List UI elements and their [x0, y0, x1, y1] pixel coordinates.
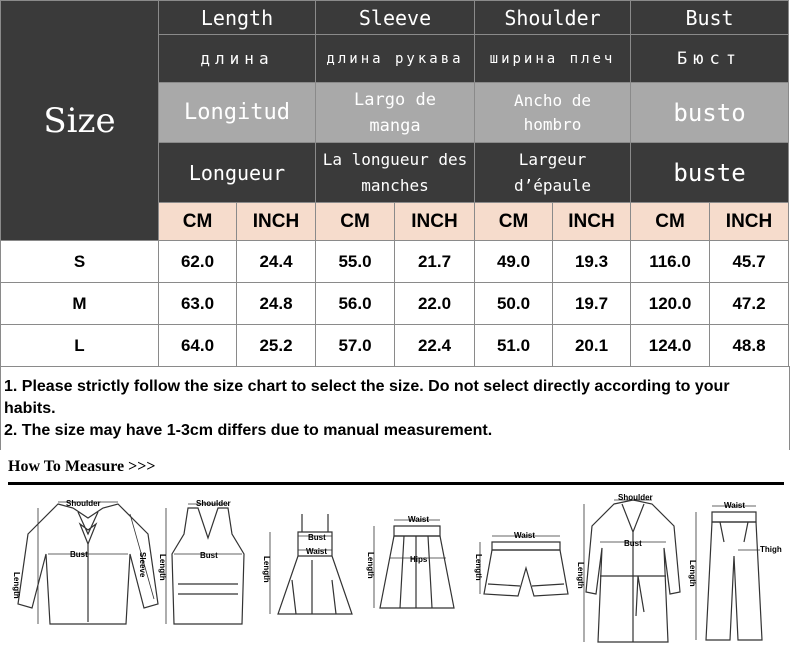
header-bust-ru: Бюст: [631, 35, 789, 83]
value-cell: 116.0: [631, 241, 710, 283]
figure-label: Hips: [410, 555, 428, 564]
header-length-ru: длина: [159, 35, 316, 83]
value-cell: 48.8: [710, 325, 789, 367]
figure-label: Waist: [724, 501, 746, 510]
size-cell: M: [1, 283, 159, 325]
figure-label: Waist: [306, 547, 328, 556]
value-cell: 64.0: [159, 325, 237, 367]
figure-label: Bust: [308, 533, 326, 542]
value-cell: 25.2: [237, 325, 316, 367]
figure-label: Waist: [408, 515, 430, 524]
figure-label: Sleeve: [138, 552, 147, 578]
value-cell: 57.0: [316, 325, 395, 367]
note-line: 1. Please strictly follow the size chart to select the size. Do not select directly according to your habits.: [4, 378, 730, 417]
header-bust-fr: buste: [631, 143, 789, 203]
header-sleeve-fr: La longueur des manches: [316, 143, 475, 203]
unit-header: CM: [316, 203, 395, 241]
coat-sketch-icon: [578, 492, 688, 648]
value-cell: 20.1: [553, 325, 631, 367]
header-length-es: Longitud: [159, 83, 316, 143]
unit-header: INCH: [710, 203, 789, 241]
figure-label: Length: [262, 556, 271, 583]
header-sleeve-en: Sleeve: [316, 1, 475, 35]
figure-label: Bust: [70, 550, 88, 559]
unit-header: INCH: [553, 203, 631, 241]
value-cell: 55.0: [316, 241, 395, 283]
figure-label: Length: [688, 560, 697, 587]
unit-header: CM: [475, 203, 553, 241]
value-cell: 62.0: [159, 241, 237, 283]
unit-header: INCH: [395, 203, 475, 241]
figure-label: Shoulder: [196, 499, 231, 508]
tank-top-sketch-icon: [158, 494, 258, 634]
figure-label: Length: [158, 554, 167, 581]
header-shoulder-fr: Largeur d’épaule: [475, 143, 631, 203]
size-cell: S: [1, 241, 159, 283]
value-cell: 124.0: [631, 325, 710, 367]
value-cell: 19.7: [553, 283, 631, 325]
table-row: [1, 325, 789, 367]
figure-label: Length: [474, 554, 483, 581]
size-header: Size: [1, 1, 159, 241]
table-row: [1, 241, 789, 283]
value-cell: 21.7: [395, 241, 475, 283]
blouse-sketch-icon: [8, 494, 168, 644]
value-cell: 19.3: [553, 241, 631, 283]
value-cell: 22.0: [395, 283, 475, 325]
unit-header: CM: [159, 203, 237, 241]
value-cell: 24.4: [237, 241, 316, 283]
figure-label: Bust: [624, 539, 642, 548]
unit-header: CM: [631, 203, 710, 241]
header-shoulder-es: Ancho de hombro: [475, 83, 631, 143]
header-bust-es: busto: [631, 83, 789, 143]
header-shoulder-ru: ширина плеч: [475, 35, 631, 83]
value-cell: 45.7: [710, 241, 789, 283]
figure-label: Thigh: [760, 545, 782, 554]
value-cell: 49.0: [475, 241, 553, 283]
table-row: [1, 283, 789, 325]
header-length-en: Length: [159, 1, 316, 35]
divider: [8, 482, 784, 485]
figure-label: Waist: [514, 531, 536, 540]
notes: [4, 376, 784, 442]
figure-label: Length: [366, 552, 375, 579]
value-cell: 47.2: [710, 283, 789, 325]
value-cell: 50.0: [475, 283, 553, 325]
figure-label: Bust: [200, 551, 218, 560]
figure-label: Shoulder: [66, 499, 101, 508]
value-cell: 22.4: [395, 325, 475, 367]
value-cell: 63.0: [159, 283, 237, 325]
value-cell: 51.0: [475, 325, 553, 367]
figure-label: Length: [576, 562, 585, 589]
header-length-fr: Longueur: [159, 143, 316, 203]
figure-label: Shoulder: [618, 493, 653, 502]
skirt-sketch-icon: [366, 512, 466, 622]
header-shoulder-en: Shoulder: [475, 1, 631, 35]
trousers-sketch-icon: [684, 496, 784, 646]
header-bust-en: Bust: [631, 1, 789, 35]
value-cell: 120.0: [631, 283, 710, 325]
figure-label: Length: [12, 572, 21, 599]
size-cell: L: [1, 325, 159, 367]
header-sleeve-es: Largo de manga: [316, 83, 475, 143]
header-sleeve-ru: длина рукава: [316, 35, 475, 83]
value-cell: 56.0: [316, 283, 395, 325]
unit-header: INCH: [237, 203, 316, 241]
note-line: 2. The size may have 1-3cm differs due to manual measurement.: [4, 422, 493, 439]
dress-sketch-icon: [262, 510, 362, 630]
how-to-measure-title: How To Measure >>>: [8, 458, 156, 475]
value-cell: 24.8: [237, 283, 316, 325]
shorts-sketch-icon: [474, 528, 574, 608]
